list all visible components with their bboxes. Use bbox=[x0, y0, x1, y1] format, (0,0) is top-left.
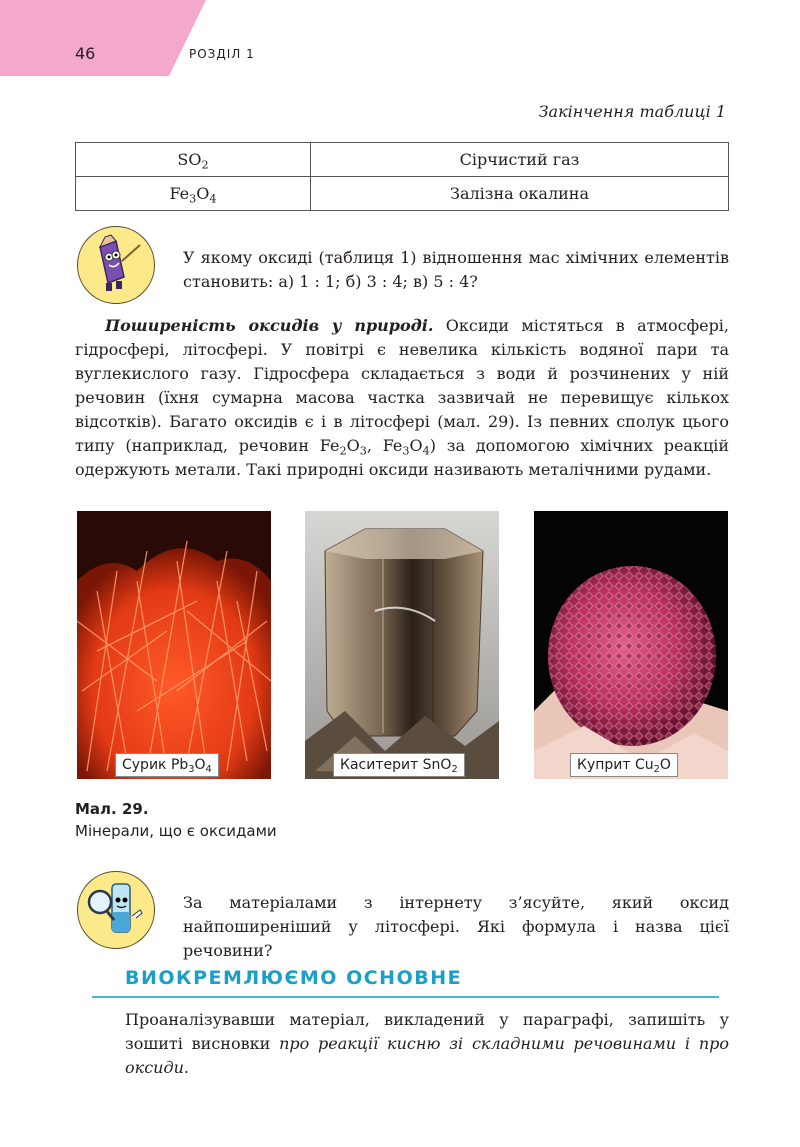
header-tab bbox=[0, 0, 206, 76]
pencil-teacher-icon bbox=[77, 226, 155, 304]
figure-number: Мал. 29. bbox=[75, 800, 149, 818]
figure-caption: Мінерали, що є оксидами bbox=[75, 822, 277, 840]
page-number: 46 bbox=[75, 44, 96, 63]
section-label: РОЗДІЛ 1 bbox=[189, 47, 255, 61]
name-cell: Залізна окалина bbox=[311, 177, 729, 211]
task-question-2: За матеріалами з інтернету з’ясуйте, який оксид найпоширеніший у літосфері. Які формула і назва цієї речовини? bbox=[183, 893, 729, 960]
summary-divider bbox=[92, 996, 719, 998]
task-question-1: У якому оксиді (таблиця 1) відношення мас хімічних елементів становить: а) 1 : 1; б) 3 : 4; в) 5 : 4? bbox=[183, 248, 729, 291]
formula-cell: $SO_2$ bbox=[76, 143, 311, 177]
mineral-photo-cuprite bbox=[534, 511, 728, 779]
mineral-photo-cassiterite bbox=[305, 511, 499, 779]
magnifier-flask-icon bbox=[77, 871, 155, 949]
formula-cell: $Fe_3O_4$ bbox=[76, 177, 311, 211]
mineral-label: Сурик $Pb_3O_4$ bbox=[115, 753, 219, 777]
summary-heading: ВИОКРЕМЛЮЄМО ОСНОВНЕ bbox=[125, 967, 463, 989]
mineral-label: Каситерит SnO$_2$ bbox=[333, 753, 465, 777]
name-cell: Сірчистий газ bbox=[311, 143, 729, 177]
body-paragraph: Поширеність оксидів у природі. Оксиди містяться в атмосфері, гідросфері, літосфері. У повітрі є невелика кількість водяної пари та вуглекислого газу. Гідросфера складається з води й розчинених у ній речовин (їхня сумарна масова частка зазвичай не перевищує кількох відсотків). Багато оксидів є і в літосфері (мал. 29). Із певних сполук цього типу (наприклад, речовин $Fe_2O_3$, $Fe_3O_4$) за допомогою хімічних реакцій одержують метали. Такі природні оксиди називають металічними рудами. bbox=[75, 316, 730, 479]
oxides-table bbox=[75, 142, 729, 211]
summary-text: Проаналізувавши матеріал, викладений у параграфі, запишіть у зошиті висновки про реакції кисню зі складними речовинами і про оксиди. bbox=[125, 1010, 730, 1077]
table-caption: Закінчення таблиці 1 bbox=[538, 102, 726, 121]
mineral-photo-minium bbox=[77, 511, 271, 779]
mineral-label: Куприт $Cu_2O$ bbox=[570, 753, 678, 777]
table-row bbox=[76, 143, 729, 177]
table-row bbox=[76, 177, 729, 211]
